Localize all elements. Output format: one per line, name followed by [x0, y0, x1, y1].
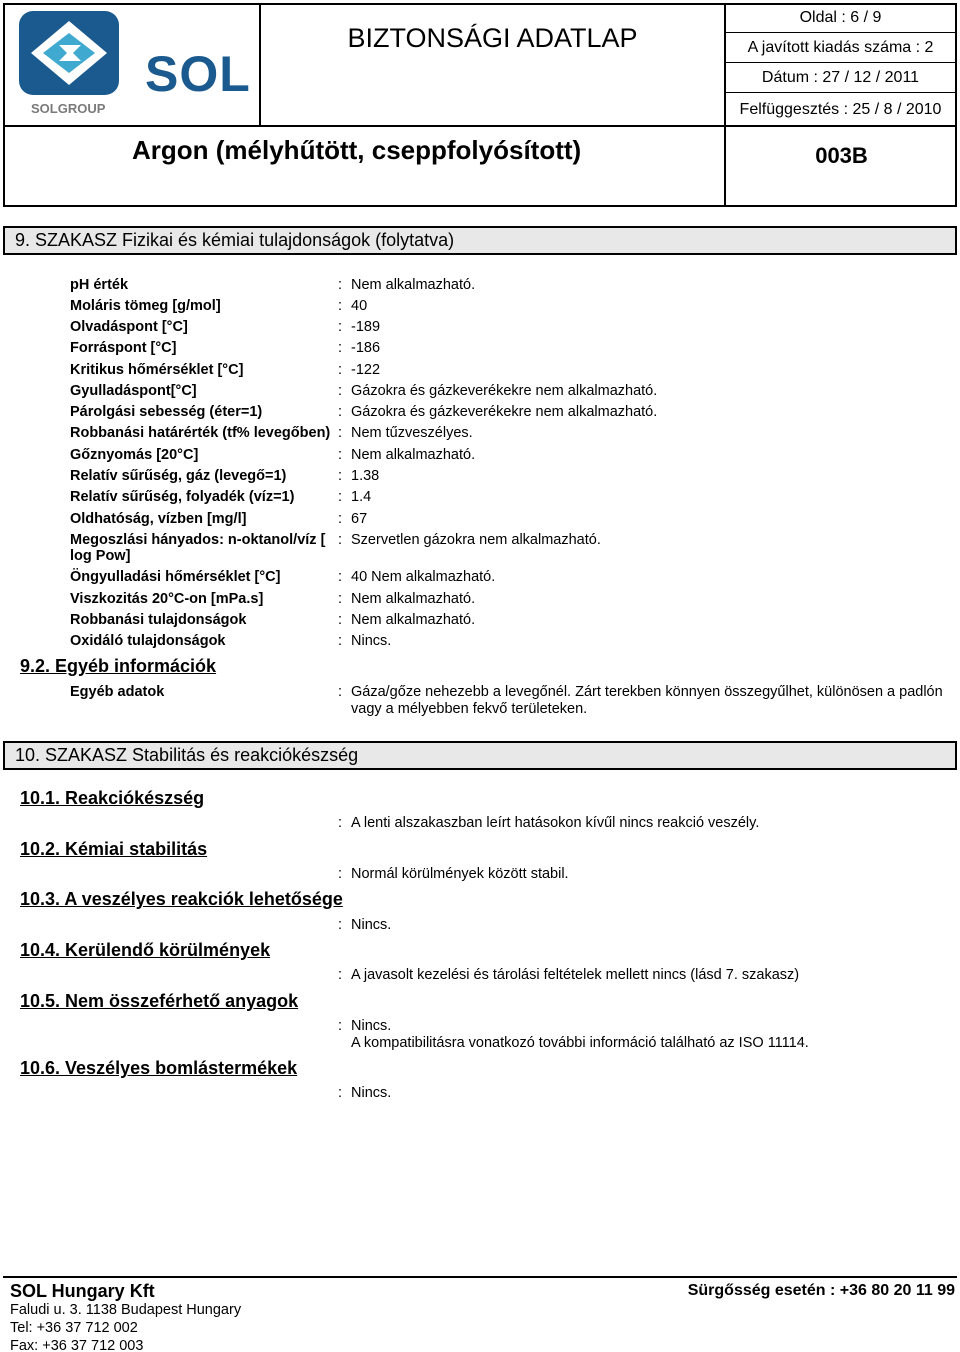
document-header: [3, 3, 957, 207]
colon: :: [338, 917, 343, 933]
section-9-header: 9. SZAKASZ Fizikai és kémiai tulajdonságok (folytatva): [3, 226, 957, 255]
property-label: Relatív sűrűség, folyadék (víz=1): [70, 489, 295, 505]
incompatible-materials-value: Nincs. A kompatibilitásra vonatkozó további információ található az ISO 11114.: [351, 1018, 809, 1051]
subsection-10-6-heading: 10.6. Veszélyes bomlástermékek: [20, 1058, 298, 1078]
property-value: Nem alkalmazható.: [351, 612, 476, 628]
product-name: Argon (mélyhűtött, cseppfolyósított): [132, 135, 582, 165]
property-label: Gőznyomás [20°C]: [70, 447, 199, 463]
other-data-label: Egyéb adatok: [70, 684, 165, 700]
page-number: Oldal : 6 / 9: [726, 5, 955, 33]
colon: :: [338, 1085, 343, 1101]
subsection-10-4-heading: 10.4. Kerülendő körülmények: [20, 940, 271, 960]
footer-address: Faludi u. 3. 1138 Budapest Hungary: [10, 1302, 242, 1318]
property-label: Öngyulladási hőmérséklet [°C]: [70, 569, 281, 585]
other-data-value: Gáza/gőze nehezebb a levegőnél. Zárt terekben könnyen összegyűlhet, különösen a padlón vagy a mélyebben fekvő területeken.: [351, 684, 943, 717]
colon: :: [338, 633, 343, 649]
subsection-10-1-heading: 10.1. Reakciókészség: [20, 788, 205, 808]
sol-logo-icon: [19, 11, 119, 95]
property-label: Moláris tömeg [g/mol]: [70, 298, 221, 314]
supersedes-date: Felfüggesztés : 25 / 8 / 2010: [726, 93, 955, 127]
colon: :: [338, 383, 343, 399]
footer-divider: [3, 1276, 957, 1278]
property-value: 1.38: [351, 468, 380, 484]
product-code: 003B: [815, 143, 868, 168]
chemical-stability-value: Normál körülmények között stabil.: [351, 866, 569, 882]
subsection-10-2-heading: 10.2. Kémiai stabilitás: [20, 839, 208, 859]
section-10-header: 10. SZAKASZ Stabilitás és reakciókészség: [3, 741, 957, 770]
reactivity-value: A lenti alszakaszban leírt hatásokon kívűl nincs reakció veszély.: [351, 815, 760, 831]
property-label: Kritikus hőmérséklet [°C]: [70, 362, 244, 378]
colon: :: [338, 1018, 343, 1034]
property-value: 40 Nem alkalmazható.: [351, 569, 496, 585]
property-value: 67: [351, 511, 368, 527]
colon: :: [338, 591, 343, 607]
property-value: Szervetlen gázokra nem alkalmazható.: [351, 532, 601, 548]
logo-area: [5, 5, 261, 127]
property-label: Megoszlási hányados: n-oktanol/víz [ log Pow]: [70, 532, 326, 564]
property-label: Párolgási sebesség (éter=1): [70, 404, 263, 420]
logo-text: SOL: [145, 46, 251, 102]
property-value: Nem alkalmazható.: [351, 591, 476, 607]
property-label: Relatív sűrűség, gáz (levegő=1): [70, 468, 287, 484]
property-value: Gázokra és gázkeverékekre nem alkalmazható.: [351, 383, 658, 399]
colon: :: [338, 866, 343, 882]
property-label: Gyulladáspont[°C]: [70, 383, 197, 399]
conditions-to-avoid-value: A javasolt kezelési és tárolási feltételek mellett nincs (lásd 7. szakasz): [351, 967, 800, 983]
subsection-9-2-heading: 9.2. Egyéb információk: [20, 656, 217, 676]
document-title: BIZTONSÁGI ADATLAP: [347, 23, 638, 53]
property-label: pH érték: [70, 277, 129, 293]
title-area: [261, 5, 724, 127]
decomposition-products-value: Nincs.: [351, 1085, 392, 1101]
colon: :: [338, 298, 343, 314]
colon: :: [338, 277, 343, 293]
colon: :: [338, 569, 343, 585]
property-value: 1.4: [351, 489, 372, 505]
property-value: -189: [351, 319, 381, 335]
colon: :: [338, 425, 343, 441]
colon: :: [338, 489, 343, 505]
colon: :: [338, 532, 343, 548]
property-label: Olvadáspont [°C]: [70, 319, 188, 335]
footer-phone: Tel: +36 37 712 002: [10, 1320, 138, 1336]
colon: :: [338, 612, 343, 628]
colon: :: [338, 511, 343, 527]
colon: :: [338, 468, 343, 484]
property-value: -186: [351, 340, 381, 356]
property-value: -122: [351, 362, 381, 378]
property-value: Nem alkalmazható.: [351, 447, 476, 463]
property-label: Robbanási tulajdonságok: [70, 612, 247, 628]
subsection-10-5-heading: 10.5. Nem összeférhető anyagok: [20, 991, 299, 1011]
colon: :: [338, 340, 343, 356]
property-label: Oldhatóság, vízben [mg/l]: [70, 511, 247, 527]
footer-fax: Fax: +36 37 712 003: [10, 1338, 144, 1352]
property-label: Robbanási határérték (tf% levegőben): [70, 425, 331, 441]
property-label: Oxidáló tulajdonságok: [70, 633, 226, 649]
footer-company: SOL Hungary Kft: [10, 1281, 155, 1301]
property-value: Nincs.: [351, 633, 392, 649]
logo-subtitle: SOLGROUP: [31, 101, 106, 116]
colon: :: [338, 447, 343, 463]
subsection-10-3-heading: 10.3. A veszélyes reakciók lehetősége: [20, 889, 343, 909]
property-label: Forráspont [°C]: [70, 340, 177, 356]
property-value: Nem alkalmazható.: [351, 277, 476, 293]
colon: :: [338, 967, 343, 983]
property-value: Gázokra és gázkeverékekre nem alkalmazható.: [351, 404, 658, 420]
colon: :: [338, 404, 343, 420]
property-label: Viszkozitás 20°C-on [mPa.s]: [70, 591, 264, 607]
footer-emergency-phone: Sürgősség esetén : +36 80 20 11 99: [687, 1282, 955, 1299]
colon: :: [338, 319, 343, 335]
document-meta: [724, 5, 955, 205]
revision-number: A javított kiadás száma : 2: [726, 33, 955, 63]
colon: :: [338, 815, 343, 831]
hazardous-reactions-value: Nincs.: [351, 917, 392, 933]
issue-date: Dátum : 27 / 12 / 2011: [726, 63, 955, 93]
property-value: 40: [351, 298, 368, 314]
colon: :: [338, 362, 343, 378]
colon: :: [338, 684, 343, 700]
property-value: Nem tűzveszélyes.: [351, 425, 473, 441]
